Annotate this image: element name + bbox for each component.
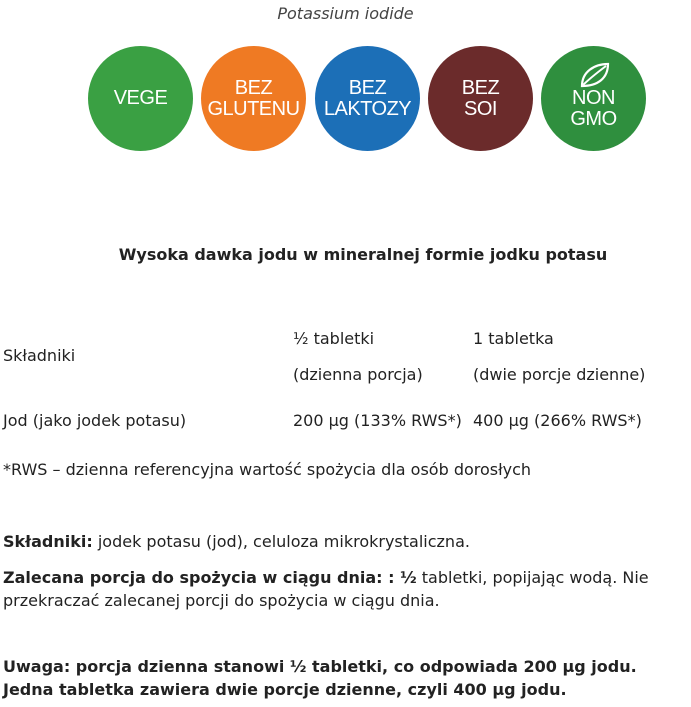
page-heading: Wysoka dawka jodu w mineralnej formie jodku potasu [118,245,608,264]
table-header-one-tablet-note: (dwie porcje dzienne) [473,365,646,384]
badge-non-gmo [541,46,646,151]
badge-lactose-free-line1: BEZ [348,76,387,99]
dosage-label: Zalecana porcja do spożycia w ciągu dnia: : ½ [3,568,417,587]
dosage-paragraph [3,566,683,612]
table-cell-iodine-full: 400 µg (266% RWS*) [473,411,642,430]
badge-gluten-free-line2: GLUTENU [207,97,300,120]
table-header-one-tablet: 1 tabletka [473,329,554,348]
table-header-half-tablet-note: (dzienna porcja) [293,365,423,384]
badge-gluten-free [201,46,306,151]
badge-lactose-free-line2: LAKTOZY [323,97,412,120]
warning-note: Uwaga: porcja dzienna stanowi ½ tabletki, co odpowiada 200 µg jodu. Jedna tabletka zawiera dwie porcje dzienne, czyli 400 µg jodu. [3,657,637,699]
product-subtitle: Potassium iodide [277,4,414,23]
table-header-half-tablet: ½ tabletki [293,329,375,348]
badge-soy-free-line2: SOI [464,97,497,120]
badge-gluten-free-line1: BEZ [234,76,273,99]
badge-row [86,46,646,152]
badge-soy-free [428,46,533,151]
badge-vege-text: VEGE [113,87,168,109]
badge-non-gmo-line1: NON [572,86,615,109]
badge-non-gmo-line2: GMO [570,107,617,130]
table-cell-iodine-half: 200 µg (133% RWS*) [293,411,462,430]
leaf-icon [576,62,612,88]
badge-soy-free-line1: BEZ [461,76,500,99]
table-row-label-ingredients: Składniki [3,346,76,365]
ingredients-label: Składniki: [3,532,93,551]
ingredients-text: jodek potasu (jod), celuloza mikrokrystaliczna. [92,532,470,551]
badge-vege [88,46,193,151]
badge-lactose-free [315,46,420,151]
dosage-text: tabletki, popijając wodą. Nie przekraczać zalecanej porcji do spożycia w ciągu dnia. [3,568,649,610]
ingredients-paragraph [3,530,683,553]
table-row-label-iodine: Jod (jako jodek potasu) [3,411,187,430]
rws-footnote: *RWS – dzienna referencyjna wartość spożycia dla osób dorosłych [3,460,532,479]
